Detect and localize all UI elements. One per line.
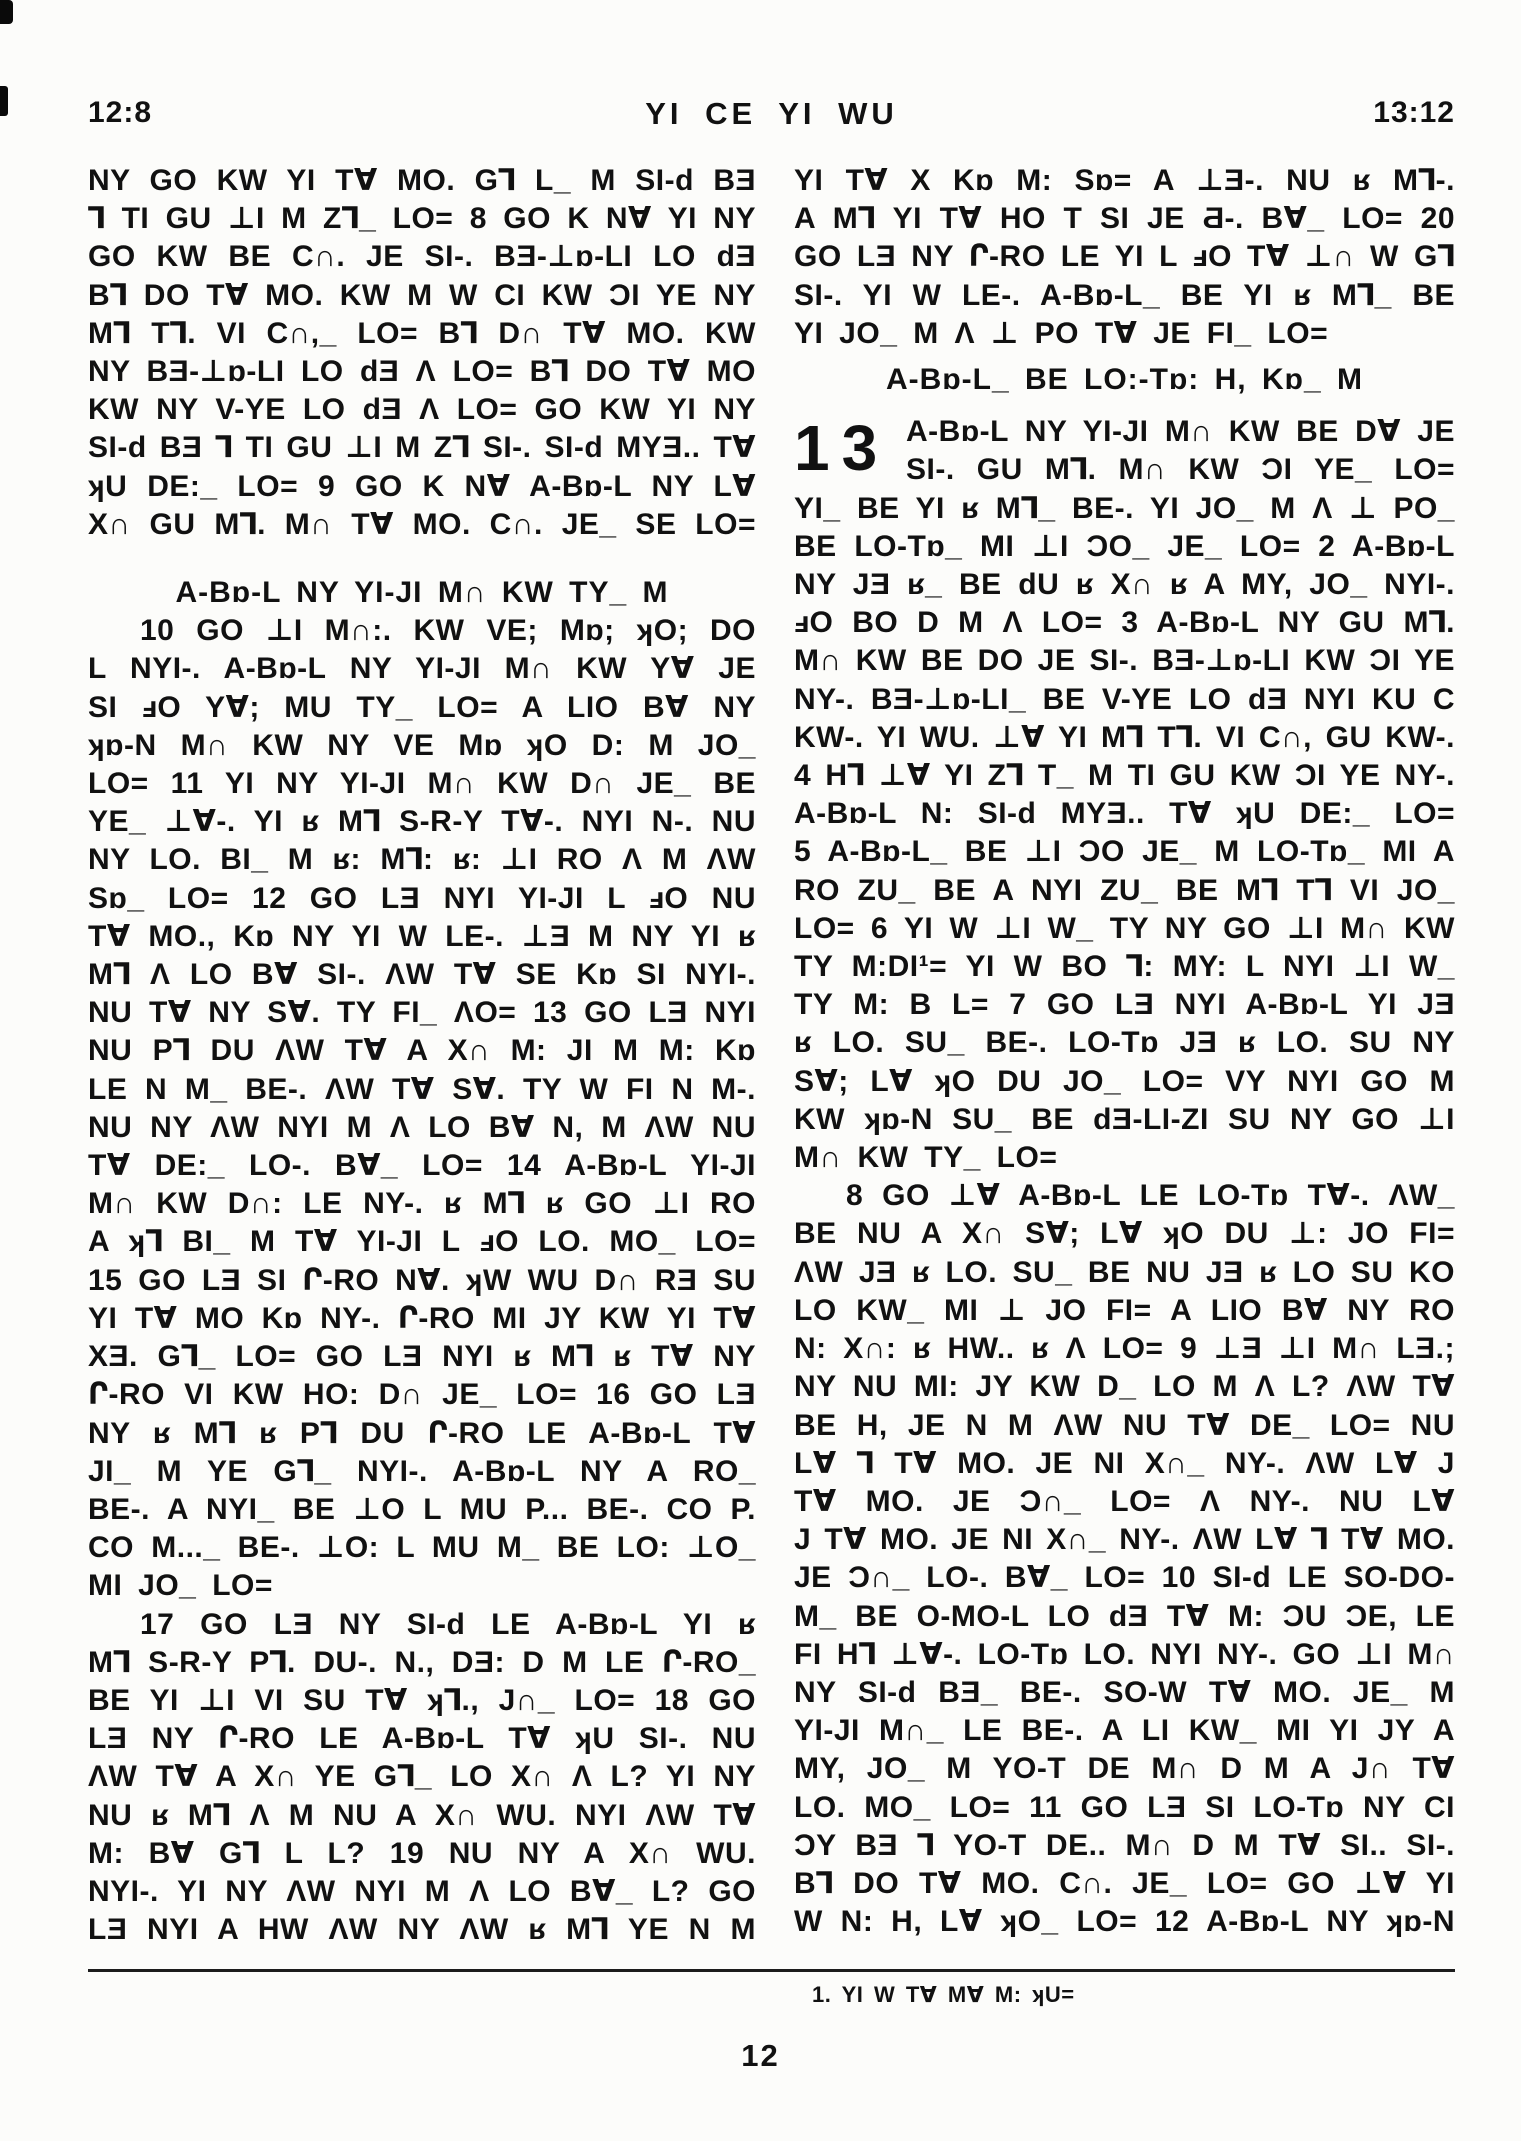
text-line: FI H⅂ ⊥∀-. LO-Tɒ LO. NYI NY-. GO ⊥I M∩ (794, 1637, 1455, 1671)
text-line: MI JO_ LO= (88, 1569, 273, 1603)
text-line: M⅂ Λ LO B∀ SI-. ΛW T∀ SE Kɒ SI NYI-. (88, 958, 756, 992)
text-line: BE YI ⊥I VI SU T∀ ʞ⅂., J∩_ LO= 18 GO (88, 1683, 756, 1717)
text-line: T∀ DE:_ LO-. B∀_ LO= 14 A-Bɒ-L YI-JI (88, 1149, 756, 1183)
text-line: ʁ LO. SU_ BE-. LO-Tɒ JƎ ʁ LO. SU NY (794, 1026, 1455, 1060)
text-line: ΛW JƎ ʁ LO. SU_ BE NU JƎ ʁ LO SU KO (794, 1255, 1455, 1289)
text-line: M_ BE O-MO-L LO dƎ T∀ M: ƆU ƆE, LE (794, 1599, 1455, 1633)
text-line: M∩ KW BE DO JE SI-. BƎ-⊥ɒ-LI KW ƆI YE (794, 644, 1455, 678)
text-line: NU ʁ M⅂ Λ M NU A X∩ WU. NYI ΛW T∀ (88, 1798, 756, 1832)
text-line: 5 A-Bɒ-L_ BE ⊥I ƆO JE_ M LO-Tɒ_ MI A (794, 835, 1455, 869)
text-line: NY ʁ M⅂ ʁ P⅂ DU Ր-RO LE A-Bɒ-L T∀ (88, 1416, 756, 1450)
text-line: M⅂ T⅂. VI C∩,_ LO= B⅂ D∩ T∀ MO. KW (88, 316, 756, 350)
text-line: BE H, JE N M ΛW NU T∀ DE_ LO= NU (794, 1408, 1455, 1442)
section-heading: A-Bɒ-L_ BE LO:-Tɒ: H, Kɒ_ M (886, 363, 1363, 397)
text-line: CO M..._ BE-. ⊥O: L MU M_ BE LO: ⊥O_ (88, 1531, 756, 1565)
header-book-title: YI CE YI WU (645, 96, 898, 131)
text-line: TY M:DI¹= YI W BO ⅂: MY: L NYI ⊥I W_ (794, 950, 1455, 984)
text-line: J T∀ MO. JE NI X∩_ NY-. ΛW L∀ ⅂ T∀ MO. (794, 1523, 1455, 1557)
text-line: L∀ ⅂ T∀ MO. JE NI X∩_ NY-. ΛW L∀ J (794, 1446, 1455, 1480)
text-line: NYI-. YI NY ΛW NYI M Λ LO B∀_ L? GO (88, 1874, 756, 1908)
text-line: ⅂ TI GU ⊥I M Z⅂_ LO= 8 GO K N∀ YI NY (88, 202, 756, 236)
text-line: XƎ. G⅂_ LO= GO LƎ NYI ʁ M⅂ ʁ T∀ NY (88, 1340, 756, 1374)
text-line: LƎ NY Ր-RO LE A-Bɒ-L T∀ ʞU SI-. NU (88, 1722, 756, 1756)
text-line: Sɒ_ LO= 12 GO LƎ NYI YI-JI L ⅎO NU (88, 881, 756, 915)
scan-artifact (0, 0, 13, 24)
text-line: NY BƎ-⊥ɒ-LI LO dƎ Λ LO= B⅂ DO T∀ MO (88, 355, 756, 389)
text-line: W N: H, L∀ ʞO_ LO= 12 A-Bɒ-L NY ʞɒ-N (794, 1905, 1455, 1939)
header-left-verse-ref: 12:8 (88, 96, 153, 129)
text-line: NY NU MI: JY KW D_ LO M Λ L? ΛW T∀ (794, 1370, 1455, 1404)
text-line: 15 GO LƎ SI Ր-RO N∀. ʞW WU D∩ RƎ SU (88, 1263, 756, 1297)
text-line: A-Bɒ-L N: SI-d MYƎ.. T∀ ʞU DE:_ LO= (794, 797, 1455, 831)
text-line: T∀ MO. JE Ɔ∩_ LO= Λ NY-. NU L∀ (794, 1484, 1455, 1518)
text-line: NY-. BƎ-⊥ɒ-LI_ BE V-YE LO dƎ NYI KU C (794, 682, 1455, 716)
text-line: NY SI-d BƎ_ BE-. SO-W T∀ MO. JE_ M (794, 1675, 1455, 1709)
text-line: SI-. YI W LE-. A-Bɒ-L_ BE YI ʁ M⅂_ BE (794, 278, 1455, 312)
text-line: M⅂ S-R-Y P⅂. DU-. N., DƎ: D M LE Ր-RO_ (88, 1645, 756, 1679)
text-line: KW NY V-YE LO dƎ Λ LO= GO KW YI NY (88, 393, 756, 427)
text-line: LO= 11 YI NY YI-JI M∩ KW D∩ JE_ BE (88, 767, 756, 801)
text-line: B⅂ DO T∀ MO. C∩. JE_ LO= GO ⊥∀ YI (794, 1866, 1455, 1900)
text-line: X∩ GU M⅂. M∩ T∀ MO. C∩. JE_ SE LO= (88, 507, 756, 541)
text-line: YE_ ⊥∀-. YI ʁ M⅂ S-R-Y T∀-. NYI N-. NU (88, 805, 756, 839)
text-line: A ʞ⅂ BI_ M T∀ YI-JI L ⅎO LO. MO_ LO= (88, 1225, 756, 1259)
text-line: 10 GO ⊥I M∩:. KW VE; Mɒ; ʞO; DO (140, 614, 756, 648)
text-line: ⅎO BO D M Λ LO= 3 A-Bɒ-L NY GU M⅂. (794, 606, 1455, 640)
text-line: N: X∩: ʁ HW.. ʁ Λ LO= 9 ⊥Ǝ ⊥I M∩ LƎ.; (794, 1332, 1455, 1366)
text-line: YI T∀ X Kɒ M: Sɒ= A ⊥Ǝ-. NU ʁ M⅂-. (794, 164, 1455, 197)
text-line: LE N M_ BE-. ΛW T∀ S∀. TY W FI N M-. (88, 1072, 756, 1106)
text-line: M: B∀ G⅂ L L? 19 NU NY A X∩ WU. (88, 1836, 756, 1870)
text-line: Ր-RO VI KW HO: D∩ JE_ LO= 16 GO LƎ (88, 1378, 756, 1412)
text-line: YI T∀ MO Kɒ NY-. Ր-RO MI JY KW YI T∀ (88, 1301, 756, 1335)
text-line: SI-d BƎ ⅂ TI GU ⊥I M Z⅂ SI-. SI-d MYƎ.. T∀ (88, 431, 756, 465)
text-line: NY JƎ ʁ_ BE dU ʁ X∩ ʁ A MY, JO_ NYI-. (794, 568, 1455, 602)
chapter-number: 13 (794, 412, 890, 485)
text-line: BE-. A NYI_ BE ⊥O L MU P... BE-. CO P. (88, 1492, 756, 1526)
text-line: LƎ NYI A HW ΛW NY ΛW ʁ M⅂ YE N M (88, 1913, 756, 1947)
text-column-right (794, 162, 1455, 1941)
text-line: ΛW T∀ A X∩ YE G⅂_ LO X∩ Λ L? YI NY (88, 1760, 756, 1794)
text-line: ʞɒ-N M∩ KW NY VE Mɒ ʞO D: M JO_ (88, 728, 756, 762)
text-line: TY M: B L= 7 GO LƎ NYI A-Bɒ-L YI JƎ (794, 988, 1455, 1022)
footnote-text: 1. YI W T∀ M∀ M: ʞU= (812, 1982, 1075, 2007)
text-line: KW-. YI WU. ⊥∀ YI M⅂ T⅂. VI C∩, GU KW-. (794, 720, 1455, 754)
text-line: A M⅂ YI T∀ HO T SI JE Ƌ-. B∀_ LO= 20 (794, 202, 1455, 236)
text-line: ƆY BƎ ⅂ YO-T DE.. M∩ D M T∀ SI.. SI-. (794, 1828, 1455, 1862)
text-line: NU T∀ NY S∀. TY FI_ ΛO= 13 GO LƎ NYI (88, 996, 756, 1030)
text-line: 4 H⅂ ⊥∀ YI Z⅂ T_ M TI GU KW ƆI YE NY-. (794, 759, 1455, 793)
text-line: L NYI-. A-Bɒ-L NY YI-JI M∩ KW Y∀ JE (88, 652, 756, 686)
text-line: JI_ M YE G⅂_ NYI-. A-Bɒ-L NY A RO_ (88, 1454, 756, 1488)
text-line: LO. MO_ LO= 11 GO LƎ SI LO-Tɒ NY CI (794, 1790, 1455, 1824)
text-line: S∀; L∀ ʞO DU JO_ LO= VY NYI GO M (794, 1064, 1455, 1098)
text-line: GO KW BE C∩. JE SI-. BƎ-⊥ɒ-LI LO dƎ (88, 240, 756, 274)
section-heading: A-Bɒ-L NY YI-JI M∩ KW TY_ M (175, 576, 669, 610)
text-line: YI-JI M∩_ LE BE-. A LI KW_ MI YI JY A (794, 1714, 1455, 1748)
text-line: 17 GO LƎ NY SI-d LE A-Bɒ-L YI ʁ (140, 1607, 756, 1641)
text-line: LO KW_ MI ⊥ JO FI= A LIO B∀ NY RO (794, 1293, 1455, 1327)
text-line: BE NU A X∩ S∀; L∀ ʞO DU ⊥: JO FI= (794, 1217, 1455, 1251)
text-line: KW ʞɒ-N SU_ BE dƎ-LI-ZI SU NY GO ⊥I (794, 1102, 1455, 1136)
chapter-first-line: A-Bɒ-L NY YI-JI M∩ KW BE D∀ JE (906, 415, 1455, 449)
text-line: ʞU DE:_ LO= 9 GO K N∀ A-Bɒ-L NY L∀ (88, 469, 756, 503)
running-header (88, 96, 1455, 138)
text-line: NU P⅂ DU ΛW T∀ A X∩ M: JI M M: Kɒ (88, 1034, 756, 1068)
text-line: YI JO_ M Λ ⊥ PO T∀ JE FI_ LO= (794, 316, 1329, 350)
chapter-second-line: SI-. GU M⅂. M∩ KW ƆI YE_ LO= (906, 453, 1455, 487)
text-line: NU NY ΛW NYI M Λ LO B∀ N, M ΛW NU (88, 1110, 756, 1144)
text-column-left (88, 162, 756, 1949)
text-line: YI_ BE YI ʁ M⅂_ BE-. YI JO_ M Λ ⊥ PO_ (794, 491, 1455, 525)
chapter-start-block (794, 413, 1455, 489)
text-line: SI ⅎO Y∀; MU TY_ LO= A LIO B∀ NY (88, 690, 756, 724)
footnote-rule (88, 1969, 1455, 1972)
text-line: T∀ MO., Kɒ NY YI W LE-. ⊥Ǝ M NY YI ʁ (88, 919, 756, 953)
text-line: LO= 6 YI W ⊥I W_ TY NY GO ⊥I M∩ KW (794, 911, 1455, 945)
text-line: BE LO-Tɒ_ MI ⊥I ƆO_ JE_ LO= 2 A-Bɒ-L (794, 529, 1455, 563)
text-line: 8 GO ⊥∀ A-Bɒ-L LE LO-Tɒ T∀-. ΛW_ (846, 1179, 1455, 1213)
text-line: GO LƎ NY Ր-RO LE YI L ⅎO T∀ ⊥∩ W G⅂ (794, 240, 1455, 274)
scan-artifact (0, 86, 8, 116)
text-line: JE Ɔ∩_ LO-. B∀_ LO= 10 SI-d LE SO-DO- (794, 1561, 1455, 1595)
page-number: 12 (741, 2038, 780, 2073)
header-right-verse-ref: 13:12 (1373, 96, 1455, 129)
text-line: M∩ KW TY_ LO= (794, 1141, 1058, 1175)
text-line: NY LO. BI_ M ʁ: M⅂: ʁ: ⊥I RO Λ M ΛW (88, 843, 756, 877)
text-line: M∩ KW D∩: LE NY-. ʁ M⅂ ʁ GO ⊥I RO (88, 1187, 756, 1221)
text-line: RO ZU_ BE A NYI ZU_ BE M⅂ T⅂ VI JO_ (794, 873, 1455, 907)
text-line: B⅂ DO T∀ MO. KW M W CI KW ƆI YE NY (88, 278, 756, 312)
text-line: MY, JO_ M YO-T DE M∩ D M A J∩ T∀ (794, 1752, 1455, 1786)
text-line: NY GO KW YI T∀ MO. G⅂ L_ M SI-d BƎ (88, 164, 756, 197)
